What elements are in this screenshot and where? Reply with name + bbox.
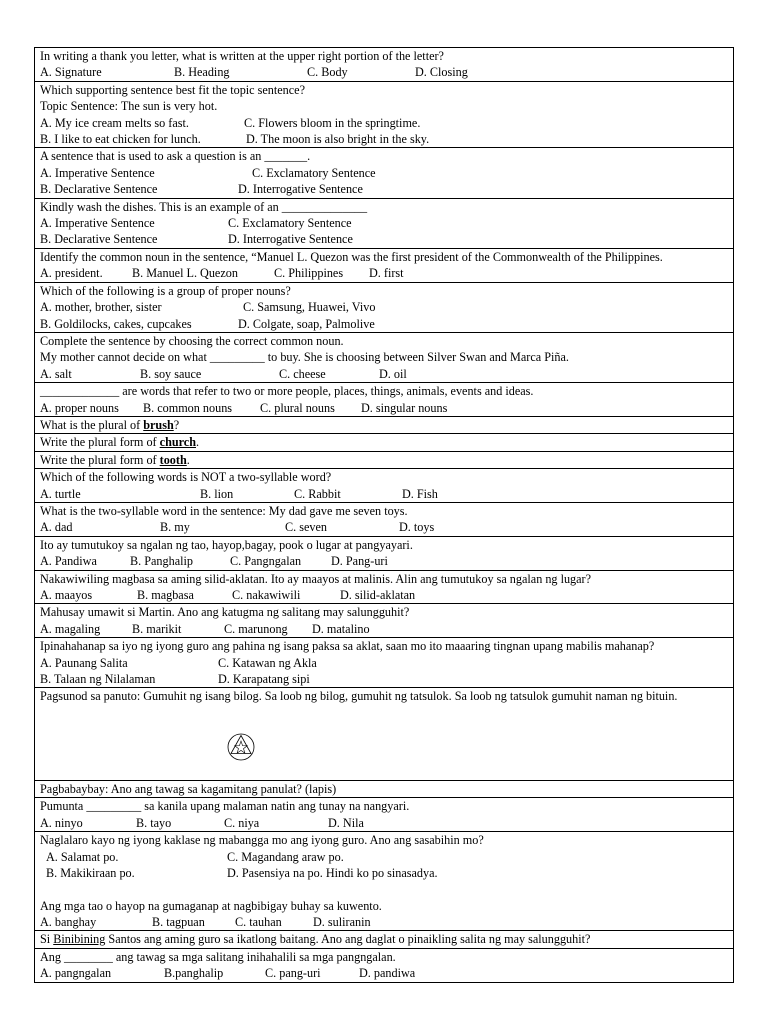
question-text: What is the two-syllable word in the sentence: My dad gave me seven toys. bbox=[40, 503, 408, 518]
question-text bbox=[40, 434, 729, 450]
answer-choice: C. Flowers bloom in the springtime. bbox=[244, 115, 421, 130]
question-cell bbox=[35, 198, 734, 248]
question-row bbox=[35, 282, 734, 332]
question-row bbox=[35, 638, 734, 688]
emphasized-word: brush bbox=[143, 417, 174, 432]
question-cell bbox=[35, 570, 734, 604]
question-text: Ito ay tumutukoy sa ngalan ng tao, hayop,bagay, pook o lugar at pangyayari. bbox=[40, 537, 413, 552]
question-cell bbox=[35, 248, 734, 282]
answer-choice: B. Panghalip bbox=[130, 554, 193, 569]
choices-line bbox=[40, 621, 729, 637]
question-text: Naglalaro kayo ng iyong kaklase ng mabangga mo ang iyong guro. Ano ang sasabihin mo? bbox=[40, 833, 484, 848]
quiz-table-body bbox=[35, 48, 734, 983]
question-text: Ang ________ ang tawag sa mga salitang inihahalili sa mga pangngalan. bbox=[40, 949, 396, 964]
answer-choice: A. Pandiwa bbox=[40, 554, 97, 569]
text-segment: ? bbox=[173, 417, 180, 432]
blank-line bbox=[40, 882, 729, 898]
question-text: In writing a thank you letter, what is written at the upper right portion of the letter? bbox=[40, 49, 444, 63]
choices-line bbox=[40, 299, 729, 315]
answer-choice: B.panghalip bbox=[164, 966, 224, 981]
answer-choice: B. I like to eat chicken for lunch. bbox=[40, 132, 201, 147]
choices-line bbox=[40, 215, 729, 231]
choices-line bbox=[40, 400, 729, 416]
text-segment: What is the plural of bbox=[40, 417, 144, 432]
answer-choice: D. Nila bbox=[328, 815, 364, 830]
choices-line bbox=[40, 366, 729, 382]
answer-choice: A. president. bbox=[40, 266, 103, 281]
choices-line bbox=[40, 165, 729, 181]
answer-choice: D. The moon is also bright in the sky. bbox=[246, 132, 430, 147]
question-row bbox=[35, 81, 734, 148]
answer-choice: D. silid-aklatan bbox=[340, 588, 416, 602]
choices-line bbox=[40, 849, 729, 865]
question-cell bbox=[35, 536, 734, 570]
answer-choice: A. Signature bbox=[40, 65, 102, 80]
choices-line bbox=[40, 553, 729, 569]
answer-choice: C. Philippines bbox=[274, 266, 344, 281]
answer-choice: B. marikit bbox=[132, 621, 182, 636]
answer-choice: C. Pangngalan bbox=[230, 554, 302, 569]
question-text: Nakawiwiling magbasa sa aming silid-aklatan. Ito ay maayos at malinis. Alin ang tumutukoy sa ngalan ng lugar? bbox=[40, 571, 592, 586]
emphasized-word: church bbox=[159, 435, 196, 450]
answer-choice: B. lion bbox=[200, 486, 234, 501]
figure-area bbox=[40, 738, 729, 764]
emphasized-word: tooth bbox=[159, 452, 187, 467]
answer-choice: A. salt bbox=[40, 366, 72, 381]
question-row bbox=[35, 798, 734, 832]
question-row bbox=[35, 502, 734, 536]
answer-choice: B. tayo bbox=[136, 815, 172, 830]
question-cell bbox=[35, 148, 734, 198]
answer-choice: C. plural nouns bbox=[260, 400, 335, 415]
question-row bbox=[35, 416, 734, 433]
answer-choice: B. soy sauce bbox=[140, 366, 202, 381]
answer-choice: C. niya bbox=[224, 815, 260, 830]
text-segment: Santos ang aming guro sa ikatlong baitang. Ano ang daglat o pinaikling salita ng may salungguhit? bbox=[105, 932, 591, 947]
question-row bbox=[35, 198, 734, 248]
question-row bbox=[35, 931, 734, 948]
question-cell bbox=[35, 81, 734, 148]
answer-choice: D. toys bbox=[399, 520, 435, 535]
answer-choice: D. Closing bbox=[415, 65, 468, 80]
answer-choice: D. Interrogative Sentence bbox=[228, 232, 353, 247]
question-row bbox=[35, 148, 734, 198]
answer-choice: A. pangngalan bbox=[40, 966, 112, 981]
choices-line bbox=[40, 815, 729, 831]
figure-line bbox=[40, 705, 729, 780]
question-cell bbox=[35, 383, 734, 417]
question-cell bbox=[35, 798, 734, 832]
question-row bbox=[35, 48, 734, 82]
answer-choice: B. tagpuan bbox=[152, 914, 205, 929]
answer-choice: C. Samsung, Huawei, Vivo bbox=[243, 300, 376, 315]
question-row bbox=[35, 781, 734, 798]
question-text: Pumunta _________ sa kanila upang malaman natin ang tunay na nangyari. bbox=[40, 799, 410, 814]
answer-choice: B. magbasa bbox=[137, 588, 194, 602]
answer-choice: C. Exclamatory Sentence bbox=[228, 216, 352, 231]
choices-line bbox=[40, 64, 729, 80]
answer-choice: C. Body bbox=[307, 65, 348, 80]
answer-choice: A. banghay bbox=[40, 914, 97, 929]
answer-choice: A. Paunang Salita bbox=[40, 655, 128, 670]
question-text: Which of the following is a group of proper nouns? bbox=[40, 283, 291, 298]
answer-choice: D. matalino bbox=[312, 621, 370, 636]
answer-choice: D. Pasensiya na po. Hindi ko po sinasadya. bbox=[227, 866, 438, 881]
answer-choice: B. Makikiraan po. bbox=[46, 866, 135, 881]
answer-choice: A. ninyo bbox=[40, 815, 83, 830]
choices-line bbox=[40, 914, 729, 930]
answer-choice: B. Goldilocks, cakes, cupcakes bbox=[40, 316, 192, 331]
question-text: Ang mga tao o hayop na gumaganap at nagbibigay buhay sa kuwento. bbox=[40, 898, 382, 913]
question-cell bbox=[35, 332, 734, 382]
quiz-table bbox=[34, 47, 734, 983]
answer-choice: D. Fish bbox=[402, 486, 438, 501]
answer-choice: A. Imperative Sentence bbox=[40, 216, 155, 231]
question-text: My mother cannot decide on what _________ to buy. She is choosing between Silver Swan and Marca Piña. bbox=[40, 350, 569, 365]
question-text: Pagsunod sa panuto: Gumuhit ng isang bilog. Sa loob ng bilog, gumuhit ng tatsulok. Sa loob ng tatsulok gumuhit naman ng bituin. bbox=[40, 689, 678, 704]
answer-choice: A. mother, brother, sister bbox=[40, 300, 162, 315]
question-text: Which of the following words is NOT a two-syllable word? bbox=[40, 470, 332, 485]
question-text: _____________ are words that refer to two or more people, places, things, animals, events and ideas. bbox=[40, 384, 534, 399]
question-row bbox=[35, 570, 734, 604]
answer-choice: A. magaling bbox=[40, 621, 101, 636]
question-row bbox=[35, 383, 734, 417]
text-segment: . bbox=[196, 435, 200, 450]
choices-line bbox=[40, 865, 729, 881]
question-cell bbox=[35, 688, 734, 781]
answer-choice: D. suliranin bbox=[313, 914, 371, 929]
question-text bbox=[40, 417, 729, 433]
emphasized-word: Binibining bbox=[53, 932, 106, 947]
question-row bbox=[35, 604, 734, 638]
choices-line bbox=[40, 131, 729, 147]
question-cell bbox=[35, 948, 734, 982]
question-row bbox=[35, 451, 734, 468]
answer-choice: A. My ice cream melts so fast. bbox=[40, 115, 189, 130]
text-segment: . bbox=[186, 452, 190, 467]
choices-line bbox=[40, 519, 729, 535]
answer-choice: C. Rabbit bbox=[294, 486, 341, 501]
question-cell bbox=[35, 832, 734, 931]
text-segment: Write the plural form of bbox=[40, 452, 160, 467]
answer-choice: B. my bbox=[160, 520, 190, 535]
choices-line bbox=[40, 115, 729, 131]
question-text: Which supporting sentence best fit the topic sentence? bbox=[40, 82, 305, 97]
question-text bbox=[40, 452, 729, 468]
answer-choice: D. Pang-uri bbox=[331, 554, 388, 569]
question-row bbox=[35, 536, 734, 570]
answer-choice: A. Imperative Sentence bbox=[40, 165, 155, 180]
answer-choice: C. marunong bbox=[224, 621, 288, 636]
question-row bbox=[35, 688, 734, 781]
answer-choice: C. tauhan bbox=[235, 914, 282, 929]
question-text: A sentence that is used to ask a question is an _______. bbox=[40, 149, 311, 164]
answer-choice: B. Talaan ng Nilalaman bbox=[40, 672, 156, 687]
question-cell bbox=[35, 416, 734, 433]
question-text: Complete the sentence by choosing the correct common noun. bbox=[40, 333, 344, 348]
question-text: Topic Sentence: The sun is very hot. bbox=[40, 99, 218, 114]
choices-line bbox=[40, 655, 729, 671]
answer-choice: D. Interrogative Sentence bbox=[238, 182, 363, 197]
answer-choice: D. first bbox=[369, 266, 404, 281]
answer-choice: C. Katawan ng Akla bbox=[218, 655, 317, 670]
answer-choice: D. singular nouns bbox=[361, 400, 448, 415]
choices-line bbox=[40, 181, 729, 197]
answer-choice: C. Exclamatory Sentence bbox=[252, 165, 376, 180]
choices-line bbox=[40, 486, 729, 502]
question-text: Identify the common noun in the sentence, “Manuel L. Quezon was the first president of the Commonwealth of the Philippines. bbox=[40, 249, 663, 264]
text-segment: Si bbox=[40, 932, 54, 947]
question-row bbox=[35, 248, 734, 282]
answer-choice: D. Karapatang sipi bbox=[218, 672, 310, 687]
question-cell bbox=[35, 502, 734, 536]
answer-choice: C. seven bbox=[285, 520, 327, 535]
answer-choice: D. oil bbox=[379, 366, 407, 381]
question-text: Ipinahahanap sa iyo ng iyong guro ang pahina ng isang paksa sa aklat, saan mo ito maaaring tingnan upang mabilis mahanap? bbox=[40, 639, 655, 654]
question-text: Pagbabaybay: Ano ang tawag sa kagamitang panulat? (lapis) bbox=[40, 782, 337, 797]
answer-choice: B. Manuel L. Quezon bbox=[132, 266, 238, 281]
choices-line bbox=[40, 316, 729, 332]
question-row bbox=[35, 948, 734, 982]
choices-line bbox=[40, 965, 729, 981]
answer-choice: B. Heading bbox=[174, 65, 230, 80]
circle-triangle-star-figure bbox=[226, 732, 256, 762]
question-cell bbox=[35, 48, 734, 82]
choices-line bbox=[40, 671, 729, 687]
question-cell bbox=[35, 451, 734, 468]
answer-choice: A. Salamat po. bbox=[46, 849, 119, 864]
question-text bbox=[40, 931, 729, 947]
question-cell bbox=[35, 434, 734, 451]
question-text: Mahusay umawit si Martin. Ano ang katugma ng salitang may salungguhit? bbox=[40, 605, 410, 620]
question-cell bbox=[35, 931, 734, 948]
answer-choice: C. cheese bbox=[279, 366, 326, 381]
answer-choice: C. pang-uri bbox=[265, 966, 321, 981]
question-row bbox=[35, 434, 734, 451]
answer-choice: A. proper nouns bbox=[40, 400, 119, 415]
choices-line bbox=[40, 587, 729, 603]
answer-choice: A. dad bbox=[40, 520, 73, 535]
question-cell bbox=[35, 469, 734, 503]
answer-choice: C. Magandang araw po. bbox=[227, 849, 344, 864]
question-cell bbox=[35, 781, 734, 798]
answer-choice: B. Declarative Sentence bbox=[40, 182, 158, 197]
answer-choice: C. nakawiwili bbox=[232, 588, 301, 602]
text-segment: Write the plural form of bbox=[40, 435, 160, 450]
question-row bbox=[35, 469, 734, 503]
answer-choice: B. Declarative Sentence bbox=[40, 232, 158, 247]
choices-line bbox=[40, 231, 729, 247]
answer-choice: A. maayos bbox=[40, 588, 93, 602]
answer-choice: A. turtle bbox=[40, 486, 81, 501]
question-row bbox=[35, 332, 734, 382]
question-cell bbox=[35, 604, 734, 638]
choices-line bbox=[40, 265, 729, 281]
question-text: Kindly wash the dishes. This is an example of an ______________ bbox=[40, 199, 368, 214]
answer-choice: B. common nouns bbox=[143, 400, 233, 415]
answer-choice: D. pandiwa bbox=[359, 966, 416, 981]
question-cell bbox=[35, 282, 734, 332]
answer-choice: D. Colgate, soap, Palmolive bbox=[238, 316, 375, 331]
question-cell bbox=[35, 638, 734, 688]
question-row bbox=[35, 832, 734, 931]
